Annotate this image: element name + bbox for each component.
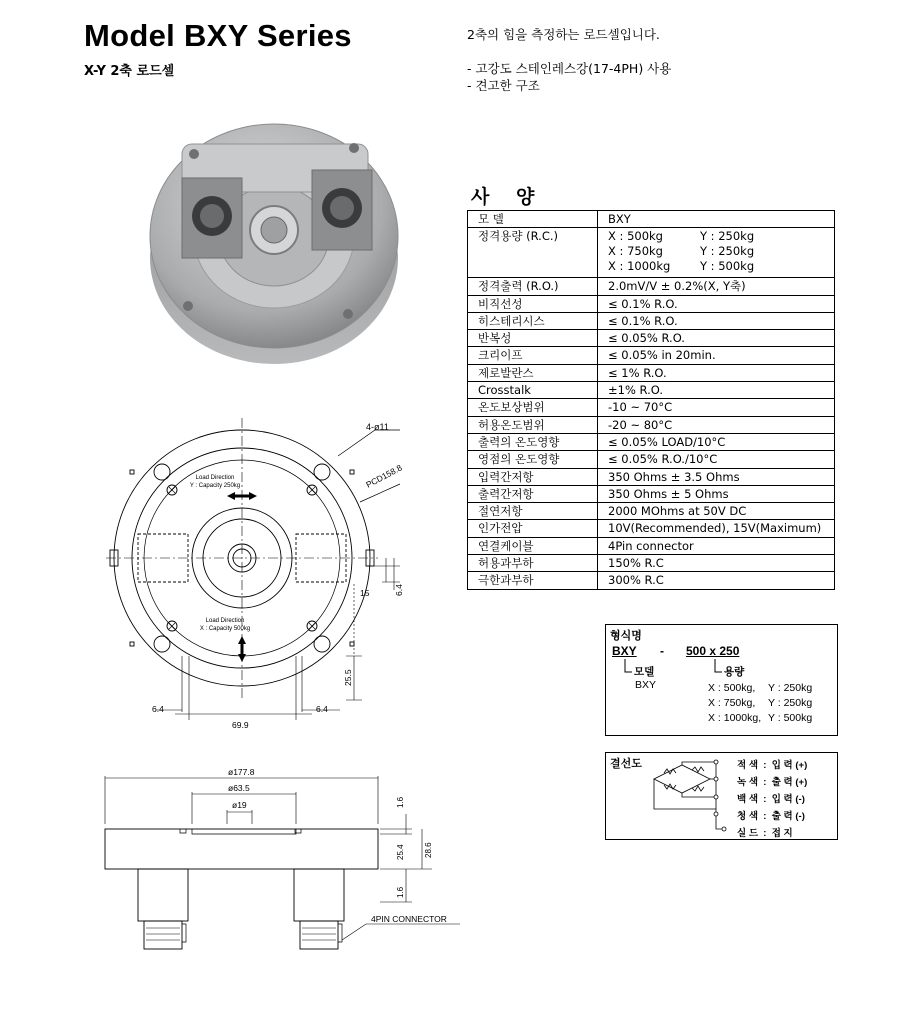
product-photo bbox=[148, 118, 400, 368]
spec-heading: 사 양 bbox=[471, 186, 545, 208]
wire-item: 적 색 : 입 력 (+) bbox=[737, 760, 808, 771]
table-row bbox=[468, 537, 835, 554]
capacity-y: Y : 250kg bbox=[700, 229, 755, 244]
model-code-dash: - bbox=[660, 644, 664, 658]
dim-25-4: 25.4 bbox=[396, 844, 405, 860]
spec-key: 출력간저항 bbox=[468, 485, 598, 502]
spec-key: 허용과부하 bbox=[468, 555, 598, 572]
load-x-capacity: X : Capacity 500kg bbox=[199, 626, 251, 632]
spec-value-capacity bbox=[598, 228, 835, 278]
spec-key: Crosstalk bbox=[468, 382, 598, 399]
load-y-title: Load Direction bbox=[195, 475, 235, 481]
spec-key: 허용온도범위 bbox=[468, 416, 598, 433]
spec-value: ≤ 0.05% LOAD/10°C bbox=[598, 433, 835, 450]
table-row bbox=[468, 451, 835, 468]
option-y: Y : 250kg bbox=[768, 697, 813, 709]
product-description bbox=[467, 26, 671, 94]
spec-key: 입력간저항 bbox=[468, 468, 598, 485]
spec-key: 크리이프 bbox=[468, 347, 598, 364]
option-x: X : 500kg, bbox=[708, 682, 756, 694]
model-code: BXY bbox=[612, 644, 637, 658]
dim-center-diameter: ø63.5 bbox=[228, 783, 250, 793]
dim-25-5: 25.5 bbox=[343, 669, 353, 686]
table-row bbox=[468, 295, 835, 312]
description-text: 2축의 힘을 측정하는 로드셀입니다. bbox=[467, 27, 660, 42]
table-row bbox=[468, 228, 835, 278]
page-subtitle: X-Y 2축 로드셀 bbox=[84, 64, 175, 79]
model-label: 모델 bbox=[634, 666, 655, 678]
spec-value: ≤ 0.1% R.O. bbox=[598, 295, 835, 312]
connector-label: 4PIN CONNECTOR bbox=[371, 914, 447, 924]
spec-value: 10V(Recommended), 15V(Maximum) bbox=[598, 520, 835, 537]
feature-item: - 고강도 스테인레스강(17-4PH) 사용 bbox=[467, 61, 672, 76]
capacity-x: X : 500kg bbox=[608, 229, 663, 244]
table-row bbox=[468, 433, 835, 450]
spec-value: 2000 MOhms at 50V DC bbox=[598, 503, 835, 520]
dim-bore-diameter: ø19 bbox=[232, 800, 247, 810]
table-row bbox=[468, 520, 835, 537]
wire-list bbox=[737, 757, 807, 842]
spec-key: 모 델 bbox=[468, 211, 598, 228]
spec-value: 4Pin connector bbox=[598, 537, 835, 554]
wire-item: 녹 색 : 출 력 (+) bbox=[737, 777, 808, 788]
model-value: BXY bbox=[635, 679, 657, 691]
spec-key: 비직선성 bbox=[468, 295, 598, 312]
spec-value: 350 Ohms ± 3.5 Ohms bbox=[598, 468, 835, 485]
dim-69-9: 69.9 bbox=[232, 720, 249, 730]
table-row bbox=[468, 399, 835, 416]
table-row bbox=[468, 330, 835, 347]
capacity-x: X : 750kg bbox=[608, 244, 663, 259]
load-x-title: Load Direction bbox=[205, 618, 245, 624]
spec-value: 350 Ohms ± 5 Ohms bbox=[598, 485, 835, 502]
page-title: Model BXY Series bbox=[84, 18, 352, 53]
spec-value: ≤ 0.05% R.O. bbox=[598, 330, 835, 347]
capacity-x: X : 1000kg bbox=[608, 259, 671, 274]
spec-value: -20 ~ 80°C bbox=[598, 416, 835, 433]
capacity-y: Y : 500kg bbox=[700, 259, 755, 274]
spec-key: 절연저항 bbox=[468, 503, 598, 520]
table-row bbox=[468, 347, 835, 364]
spec-key: 출력의 온도영향 bbox=[468, 433, 598, 450]
top-view-drawing bbox=[100, 410, 480, 740]
wire-item: 백 색 : 입 력 (-) bbox=[737, 794, 805, 805]
spec-value: -10 ~ 70°C bbox=[598, 399, 835, 416]
spec-key: 반복성 bbox=[468, 330, 598, 347]
spec-value: ≤ 1% R.O. bbox=[598, 364, 835, 381]
model-code-box bbox=[605, 624, 838, 736]
load-y-capacity: Y : Capacity 250kg bbox=[189, 483, 241, 489]
spec-key: 제로발란스 bbox=[468, 364, 598, 381]
spec-key: 히스테리시스 bbox=[468, 312, 598, 329]
table-row bbox=[468, 312, 835, 329]
spec-value: 300% R.C bbox=[598, 572, 835, 589]
option-x: X : 750kg, bbox=[708, 697, 756, 709]
spec-key: 인가전압 bbox=[468, 520, 598, 537]
spec-value: ≤ 0.05% R.O./10°C bbox=[598, 451, 835, 468]
wire-item: 실 드 : 접 지 bbox=[737, 828, 793, 839]
option-x: X : 1000kg, bbox=[708, 712, 762, 724]
spec-value: BXY bbox=[598, 211, 835, 228]
table-row bbox=[468, 364, 835, 381]
capacity-label: 용량 bbox=[724, 666, 745, 678]
table-row bbox=[468, 485, 835, 502]
option-y: Y : 500kg bbox=[768, 712, 813, 724]
spec-key: 극한과부하 bbox=[468, 572, 598, 589]
dim-6-4-bottom: 6.4 bbox=[316, 704, 328, 714]
spec-key: 연결케이블 bbox=[468, 537, 598, 554]
wire-item: 청 색 : 출 력 (-) bbox=[737, 811, 805, 822]
side-view-drawing bbox=[100, 762, 480, 962]
spec-key: 정격출력 (R.O.) bbox=[468, 278, 598, 295]
spec-key: 온도보상범위 bbox=[468, 399, 598, 416]
spec-value: 150% R.C bbox=[598, 555, 835, 572]
spec-value: ≤ 0.1% R.O. bbox=[598, 312, 835, 329]
dim-6-4-left: 6.4 bbox=[152, 704, 164, 714]
table-row bbox=[468, 572, 835, 589]
spec-value: ±1% R.O. bbox=[598, 382, 835, 399]
capacity-code: 500 x 250 bbox=[686, 644, 740, 658]
table-row bbox=[468, 503, 835, 520]
dim-6-4-right: 6.4 bbox=[394, 584, 404, 596]
option-y: Y : 250kg bbox=[768, 682, 813, 694]
spec-key: 영점의 온도영향 bbox=[468, 451, 598, 468]
wiring-heading: 결선도 bbox=[610, 758, 642, 770]
table-row bbox=[468, 278, 835, 295]
capacity-options bbox=[708, 681, 812, 726]
dim-1-6-bottom: 1.6 bbox=[396, 886, 405, 898]
dim-1-6-top: 1.6 bbox=[396, 796, 405, 808]
pcd-dimension: PCD158.8 bbox=[364, 462, 404, 490]
dim-15: 15 bbox=[360, 588, 370, 598]
spec-value: 2.0mV/V ± 0.2%(X, Y축) bbox=[598, 278, 835, 295]
model-code-heading: 형식명 bbox=[610, 630, 642, 642]
table-row bbox=[468, 468, 835, 485]
spec-value: ≤ 0.05% in 20min. bbox=[598, 347, 835, 364]
table-row bbox=[468, 211, 835, 228]
spec-key: 정격용량 (R.C.) bbox=[468, 228, 598, 278]
table-row bbox=[468, 382, 835, 399]
wiring-diagram-box bbox=[605, 752, 838, 840]
dim-outer-diameter: ø177.8 bbox=[228, 767, 255, 777]
capacity-y: Y : 250kg bbox=[700, 244, 755, 259]
spec-table bbox=[467, 210, 835, 590]
table-row bbox=[468, 555, 835, 572]
hole-dimension: 4-ø11 bbox=[366, 422, 389, 432]
table-row bbox=[468, 416, 835, 433]
feature-item: - 견고한 구조 bbox=[467, 78, 540, 93]
dim-28-6: 28.6 bbox=[424, 842, 433, 858]
